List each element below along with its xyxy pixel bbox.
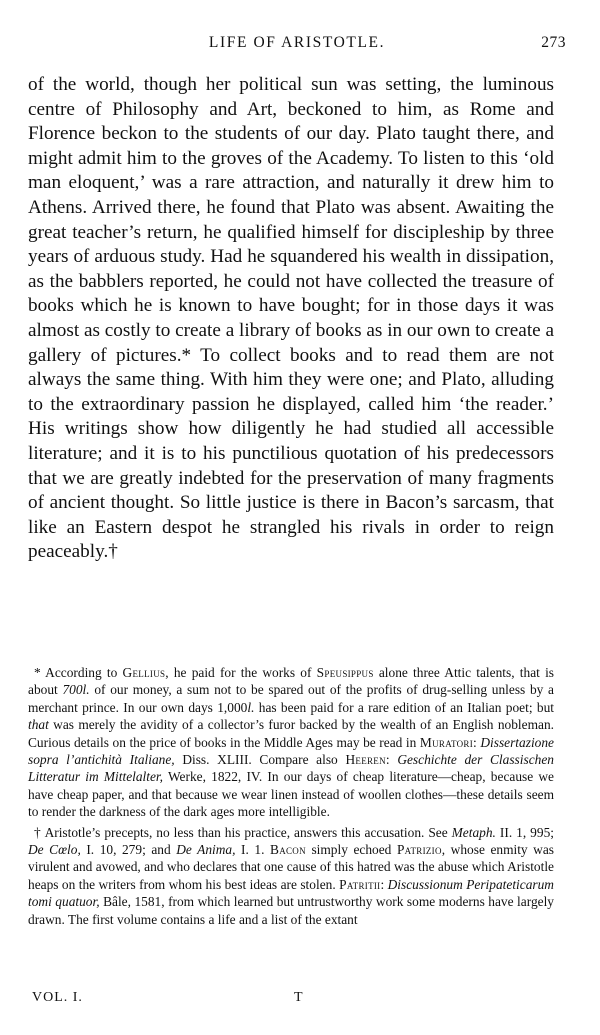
work-title: De Anima, [176,842,236,858]
author-name: Speusippus [316,665,374,680]
author-name: Heeren [345,752,386,768]
author-name: Bacon [269,842,306,858]
running-title: LIFE OF ARISTOTLE. [208,34,386,51]
work-title: De Cœlo, [28,842,81,858]
main-paragraph: of the world, though her political sun was setting, the luminous centre of Philosophy and Art, beckoned to him, as Rome and Florence beckon to the students of our day. Plato taught there, and might admit him to the groves of the Academy. To listen to this ‘old man eloquent,’ was a rare attraction, and naturally it drew him to Athens. Arrived there, he found that Plato was absent. Awaiting the great teacher’s return, he qualified himself for discipleship by three years of arduous study. Had he squandered his wealth in dissipation, as the babblers reported, he could not have collected the treasure of books which he is known to have bought; for in those days it was almost as costly to create a library of books as in our own to create a gallery of pictures.* To collect books and to read them are not always the same thing. With him they were one; and Plato, alluding to the extraordinary passion he displayed, called him ‘the reader.’ His writings show how diligently he had studied all accessible literature; and it is to his punctilious quotation of his predecessors that we are greatly indebted for the preservation of many fragments of ancient thought. So little justice is there in Bacon’s sarcasm, that like an Eastern despot he strangled his rivals in order to reign peaceably.† [28,74,554,563]
page-footer [30,990,556,1010]
volume-label: VOL. I. [32,990,83,1005]
author-name: Muratori [419,734,474,750]
work-title: Dissertazione sopra l’antichità Italiane, [28,734,554,768]
author-name: Patritii [339,876,381,892]
work-title: Metaph. [451,824,496,840]
footnote-dagger: † Aristotle’s precepts, no less than his practice, answers this accusation. See Metaph. II. 1, 995; De Cœlo, I. 10, 279; and De Anima, I. 1. Bacon simply echoed Patrizio, whose enmity was virulent and avowed, and who declares that one cause of this hatred was the abuse which Aristotle heaps on the writers from whom his best ideas are stolen. Patritii: Discussionum Peripateticarum tomi quatuor, Bâle, 1581, from which learned but untrustworthy work some moderns have largely drawn. The first volume contains a life and a list of the extant [28,824,555,927]
footnotes [28,664,554,931]
page-number: 273 [541,34,566,51]
author-name: Patrizio [396,842,442,858]
work-title: Geschichte der Classischen Litteratur im Mittelalter, [28,752,554,785]
footnote-asterisk: * According to Gellius, he paid for the works of Speusippus alone three Attic talents, that is about 700l. of our money, a sum not to be spared out of the profits of drug-selling unless by a merchant prince. In our own days 1,000l. has been paid for a rare edition of an Italian poet; but that was merely the avidity of a collector’s furor backed by the wealth of an English nobleman. Curious details on the price of books in the Middle Ages may be read in Muratori: Dissertazione sopra l’antichità Italiane, Diss. XLIII. Compare also Heeren: Geschichte der Classischen Litteratur im Mittelalter, Werke, 1822, IV. In our days of cheap literature—cheap, because we have cheap paper, and that because we wear linen instead of woollen clothes—these details seem to render the darkness of the dark ages more intelligible. [28,665,555,820]
author-name: Gellius [122,665,166,680]
signature-mark: T [294,990,303,1005]
work-title: Discussionum Peripateticarum tomi quatuor, [28,876,554,910]
page-header [28,34,566,56]
